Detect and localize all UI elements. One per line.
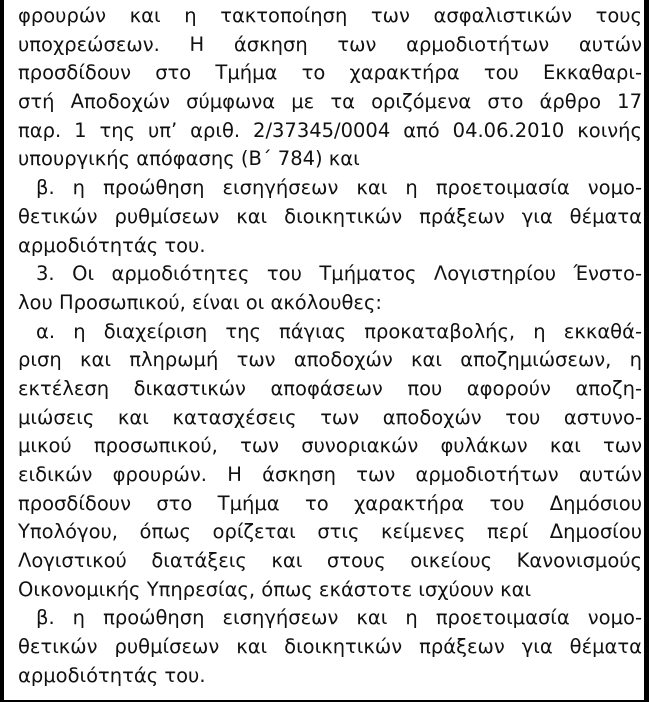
text-line: παρ. 1 της υπ’ αριθ. 2/37345/0004 από 04.06.2010 κοινής <box>18 118 642 142</box>
text-line: ειδικών φρουρών. Η άσκηση των αρμοδιοτήτων αυτών <box>18 463 642 486</box>
text-line: μικού προσωπικού, των συνοριακών φυλάκων και των <box>18 434 642 458</box>
text-line: Λογιστικού διατάξεις και στους οικείους Κανονισμούς <box>18 549 642 573</box>
text-line: β. η προώθηση εισηγήσεων και η προετοιμασία νομο- <box>36 606 642 630</box>
text-line: β. η προώθηση εισηγήσεων και η προετοιμασία νομο- <box>36 176 642 200</box>
text-line: Υπολόγου, όπως ορίζεται στις κείμενες περί Δημοσίου <box>18 520 642 544</box>
text-line: στή Αποδοχών σύμφωνα με τα οριζόμενα στο άρθρο 17 <box>18 90 642 114</box>
text-line: Οικονομικής Υπηρεσίας, όπως εκάστοτε ισχύουν και <box>18 577 532 601</box>
document-page <box>4 0 644 700</box>
text-line: προσδίδουν στο Τμήμα το χαρακτήρα του Δημόσιου <box>18 491 642 515</box>
text-line: α. η διαχείριση της πάγιας προκαταβολής, η εκκαθά- <box>36 319 642 343</box>
text-line: θετικών ρυθμίσεων και διοικητικών πράξεων για θέματα <box>18 204 642 228</box>
text-line: φρουρών και η τακτοποίηση των ασφαλιστικών τους <box>18 4 642 27</box>
text-line: προσδίδουν στο Τμήμα το χαρακτήρα του Εκκαθαρι- <box>18 61 642 85</box>
text-line: αρμοδιότητάς του. <box>18 663 206 687</box>
text-line: μιώσεις και κατασχέσεις των αποδοχών του αστυνο- <box>18 405 642 429</box>
text-line: ριση και πληρωμή των αποδοχών και αποζημιώσεων, η <box>18 348 642 372</box>
document-body <box>18 2 642 691</box>
text-line: 3. Οι αρμοδιότητες του Τμήματος Λογιστηρίου Ένστο- <box>36 262 642 286</box>
text-line: θετικών ρυθμίσεων και διοικητικών πράξεων για θέματα <box>18 635 642 659</box>
text-line: λου Προσωπικού, είναι οι ακόλουθες: <box>18 290 382 314</box>
text-line: υποχρεώσεων. Η άσκηση των αρμοδιοτήτων αυτών <box>18 32 642 56</box>
text-line: αρμοδιότητάς του. <box>18 233 206 257</box>
text-line: εκτέλεση δικαστικών αποφάσεων που αφορούν αποζη- <box>18 376 642 400</box>
text-line: υπουργικής απόφασης (Β΄ 784) και <box>18 147 360 171</box>
